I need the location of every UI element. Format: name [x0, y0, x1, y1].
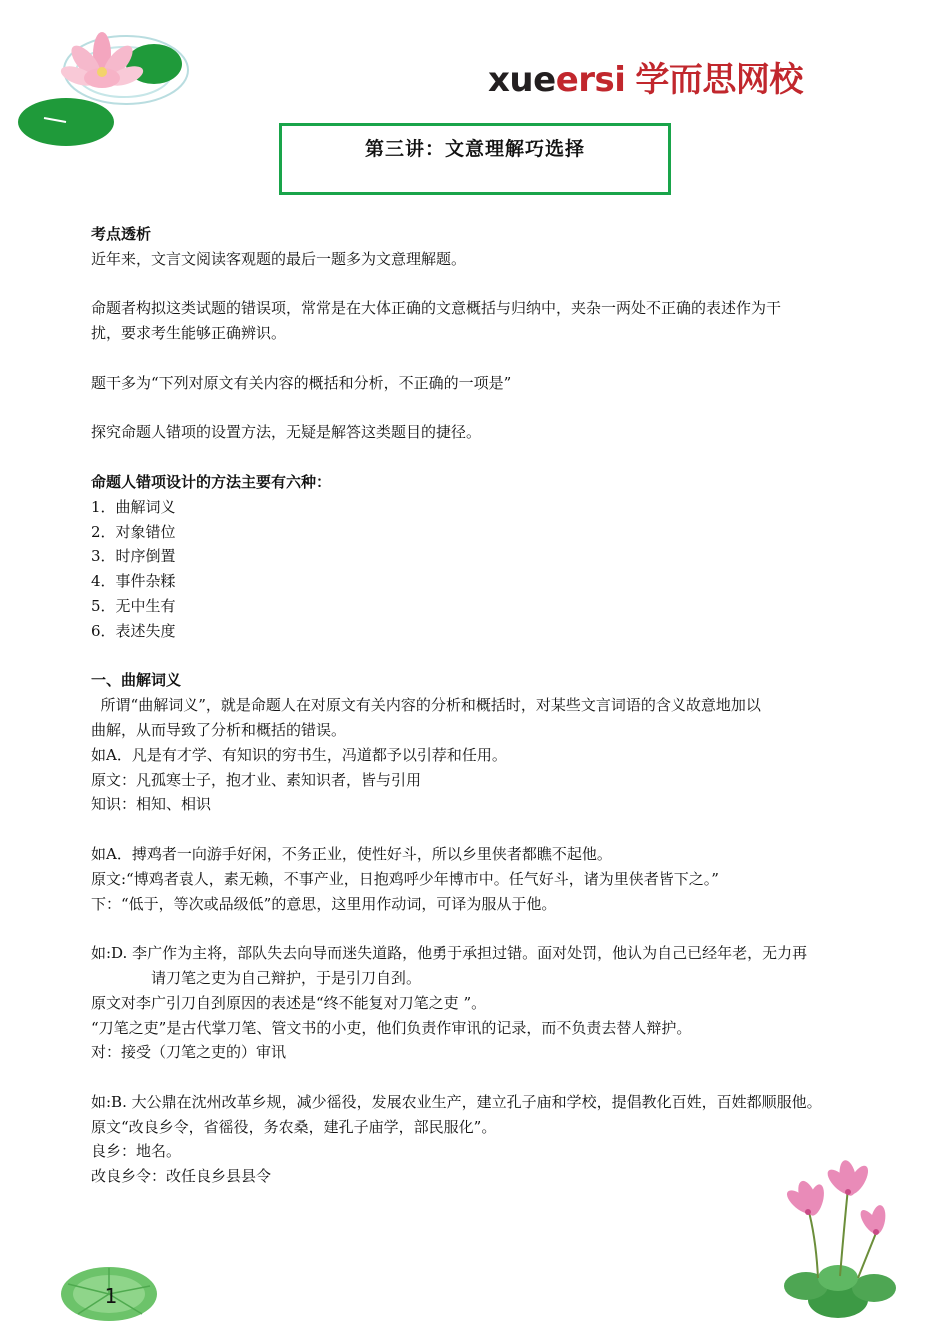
list-item: 2．对象错位: [91, 522, 176, 541]
example-line: “刀笔之吏”是古代掌刀笔、管文书的小吏，他们负责作审讯的记录，而不负责去替人辩护。: [91, 1018, 692, 1037]
list-item: 4．事件杂糅: [91, 572, 176, 591]
example-line: 原文“改良乡令，省徭役，务农桑，建孔子庙学，部民服化”。: [91, 1117, 497, 1136]
list-item: 1．曲解词义: [91, 497, 176, 516]
example-line: 知识：相知、相识: [91, 795, 212, 814]
brand-latin-part1: xue: [488, 60, 556, 100]
example-line: 如A．搏鸡者一向游手好闲，不务正业，使性好斗，所以乡里侠者都瞧不起他。: [91, 844, 612, 863]
paragraph: 探究命题人错项的设置方法，无疑是解答这类题目的捷径。: [91, 423, 482, 442]
example-line: 原文对李广引刀自刭原因的表述是“终不能复对刀笔之吏 ”。: [91, 993, 487, 1012]
example-line: 良乡：地名。: [91, 1142, 182, 1161]
main-content: [91, 222, 871, 1189]
brand-chinese: 学而思网校: [635, 60, 803, 100]
paragraph: 曲解，从而导致了分析和概括的错误。: [91, 720, 347, 739]
brand-logo: [488, 52, 803, 101]
title-box: [279, 123, 671, 195]
example-line: 如:B. 大公鼎在沈州改革乡规，减少徭役，发展农业生产，建立孔子庙和学校，提倡教化百姓，百姓都顺服他。: [91, 1092, 822, 1111]
paragraph: 所谓“曲解词义”，就是命题人在对原文有关内容的分析和概括时，对某些文言词语的含义故意地加以: [91, 696, 761, 715]
example-line: 对：接受（刀笔之吏的）审讯: [91, 1043, 287, 1062]
example-line: 下：“低于，等次或品级低”的意思，这里用作动词，可译为服从于他。: [91, 894, 557, 913]
example-line: 改良乡令：改任良乡县县令: [91, 1167, 272, 1186]
section-heading-quji: 一、曲解词义: [91, 671, 182, 690]
paragraph: 命题者构拟这类试题的错误项，常常是在大体正确的文意概括与归纳中，夹杂一两处不正确的表述作为干: [91, 299, 782, 318]
lotus-decoration-icon: [14, 18, 194, 150]
example-line: 请刀笔之吏为自己辩护，于是引刀自刭。: [151, 968, 422, 987]
list-item: 5．无中生有: [91, 596, 176, 615]
flower-decoration-icon: [778, 1158, 904, 1324]
example-line: 原文：凡孤寒士子，抱才业、素知识者，皆与引用: [91, 770, 422, 789]
example-line: 如:D. 李广作为主将，部队失去向导而迷失道路，他勇于承担过错。面对处罚，他认为自己已经年老，无力再: [91, 944, 808, 963]
paragraph: 近年来，文言文阅读客观题的最后一题多为文意理解题。: [91, 249, 467, 268]
brand-latin-part2: ersi: [555, 60, 626, 100]
paragraph: 扰，要求考生能够正确辨识。: [91, 324, 287, 343]
list-item: 3．时序倒置: [91, 547, 176, 566]
page-title: 第三讲：文意理解巧选择: [364, 138, 585, 160]
example-line: 如A．凡是有才学、有知识的穷书生，冯道都予以引荐和任用。: [91, 745, 507, 764]
paragraph: 题干多为“下列对原文有关内容的概括和分析，不正确的一项是”: [91, 373, 512, 392]
list-item: 6．表述失度: [91, 621, 176, 640]
page-number: 1: [104, 1284, 118, 1308]
section-heading-kaodian: 考点透析: [91, 225, 152, 243]
example-line: 原文:“博鸡者袁人，素无赖，不事产业，日抱鸡呼少年博市中。任气好斗，诸为里侠者皆下之。”: [91, 869, 719, 888]
section-heading-methods: 命题人错项设计的方法主要有六种：: [91, 472, 332, 491]
